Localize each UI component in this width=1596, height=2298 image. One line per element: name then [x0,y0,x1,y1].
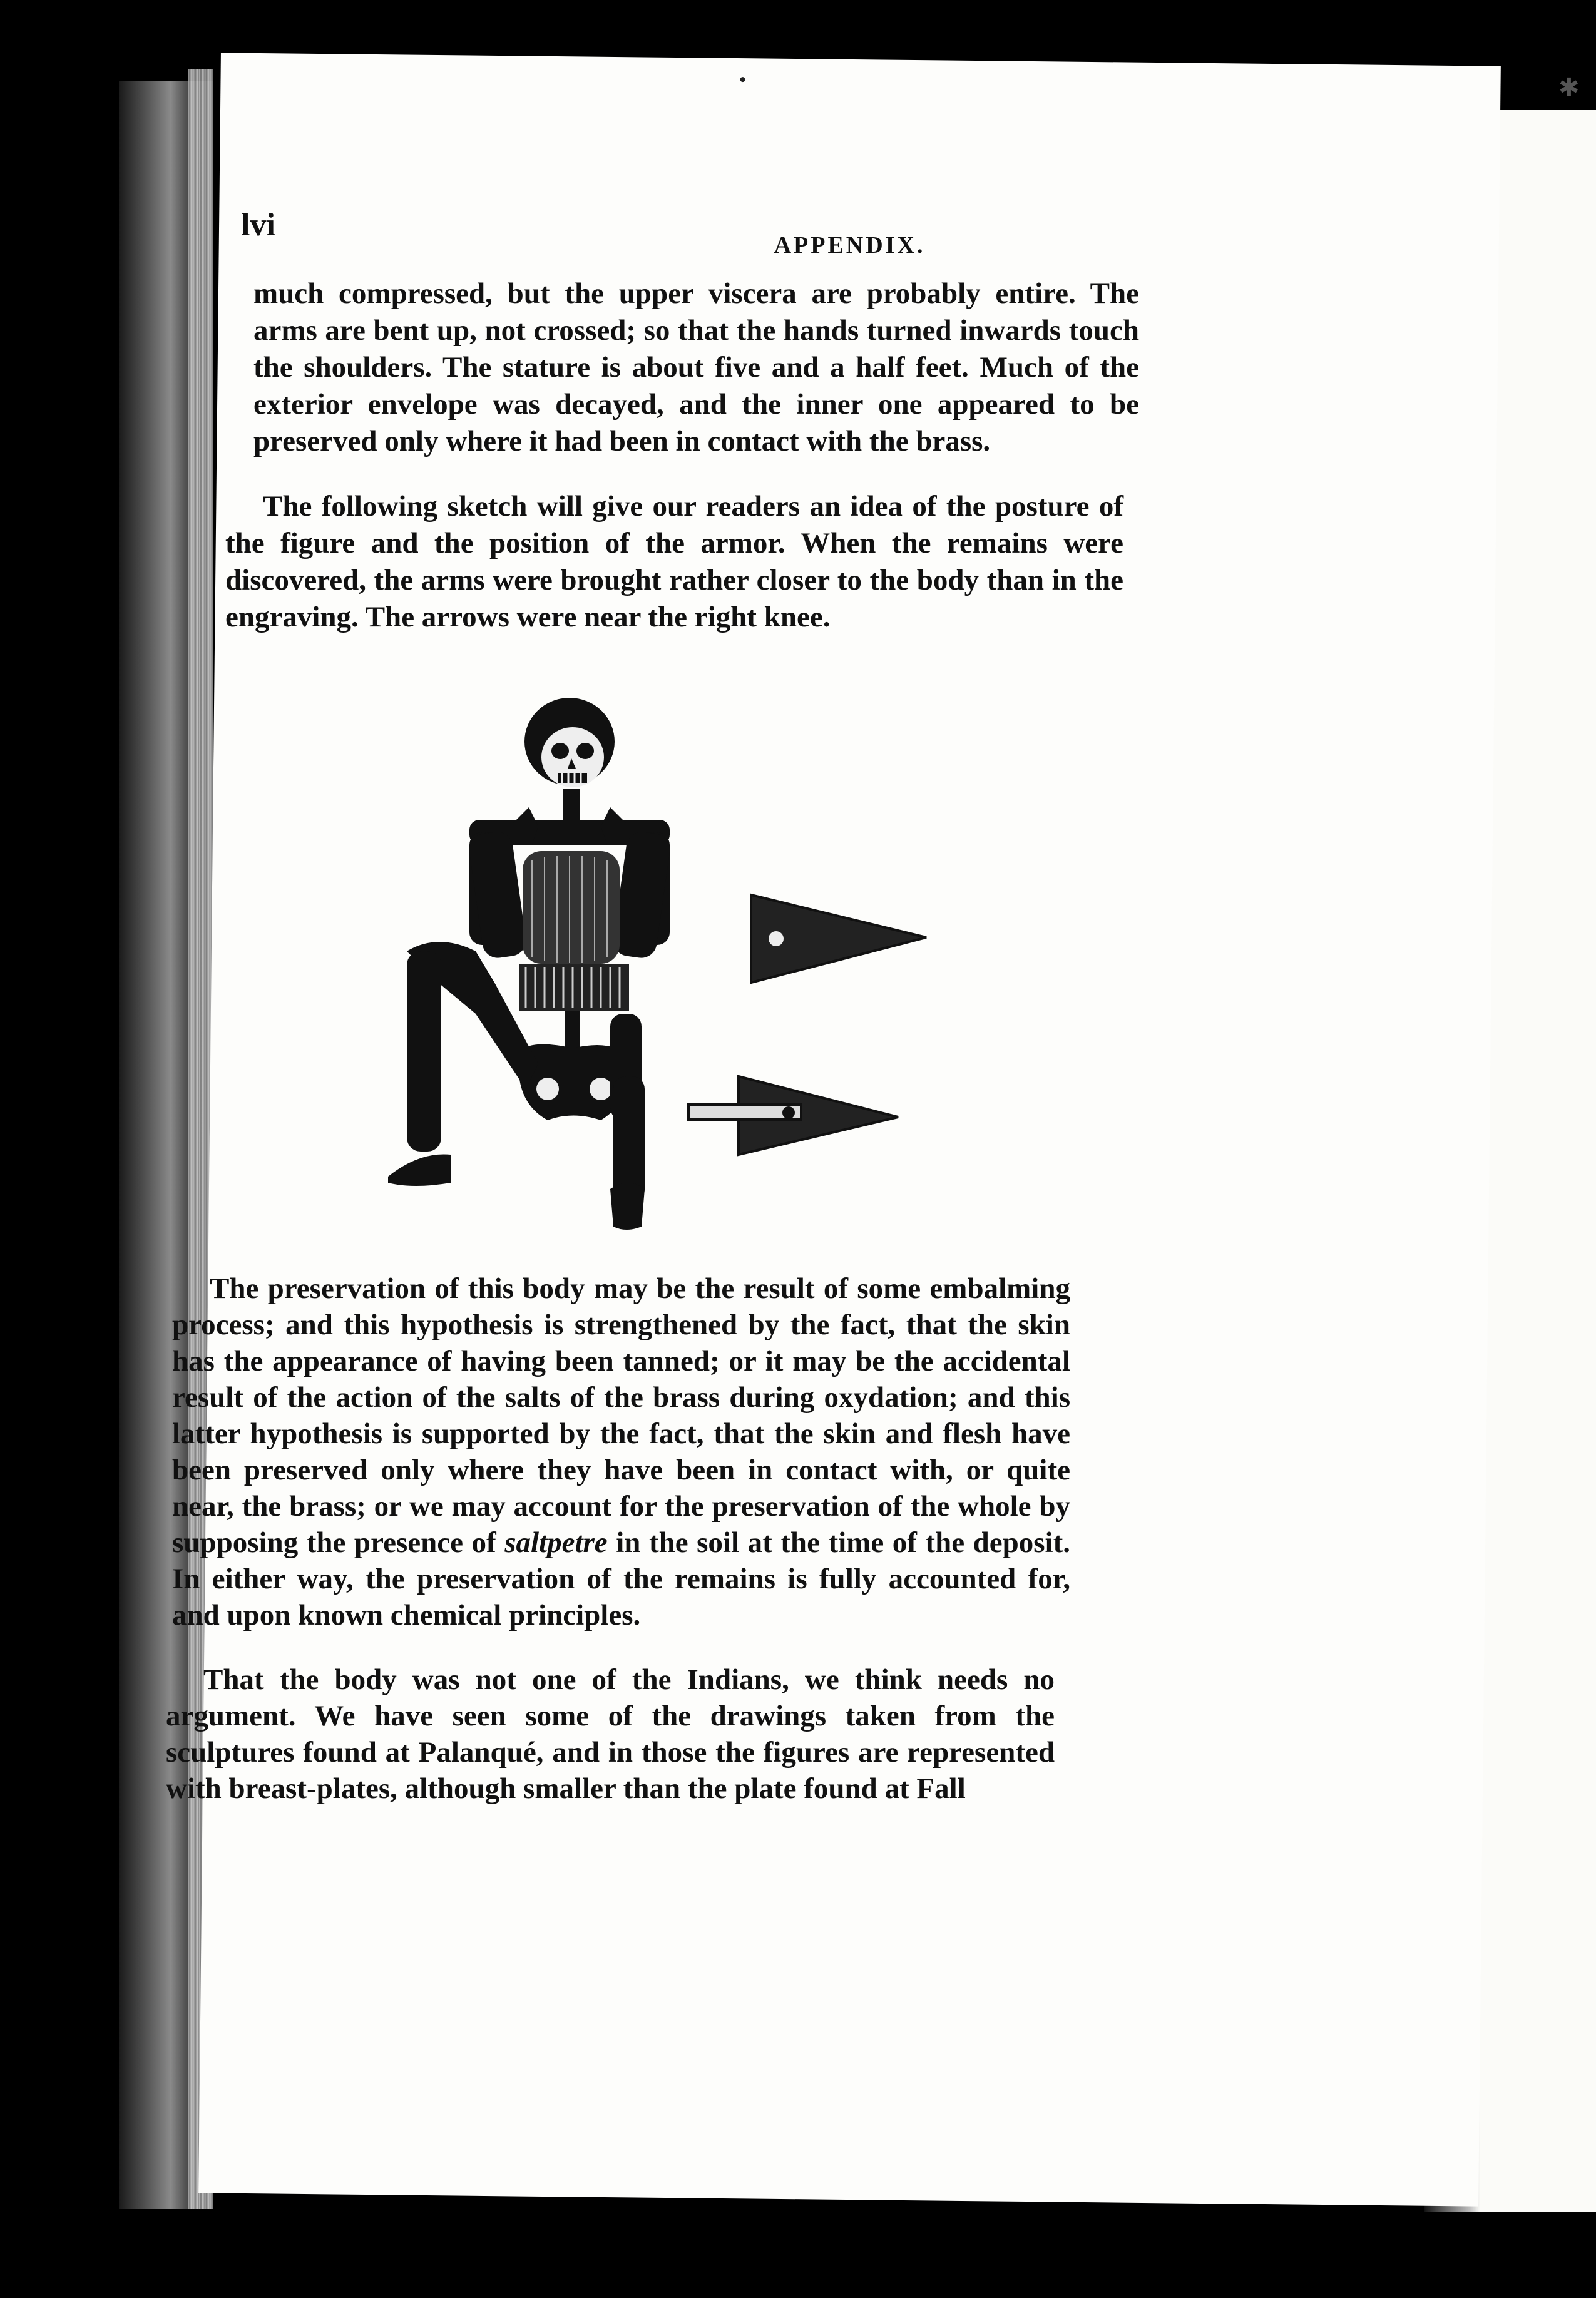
paragraph-1-text: much compressed, but the upper viscera are probably entire. The arms are bent up, not crossed; so that the hands turned inwards touch the shoulders. The stature is about five and a half feet. Much of the exterior envelope was decayed, and the inner one appeared to be preserved only where it had been in contact with the brass. [253,277,1139,457]
paragraph-3-part-1: The preservation of this body may be the result of some embalming process; and this hypothesis is strengthened by the fact, that the skin has the appearance of having been tanned; or it may be the accidental result of the action of the salts of the brass during oxydation; and this latter hypothesis is supported by the fact, that the skin and flesh have been preserved only where they have been in contact with, or quite near, the brass; or we may account for the preservation of the whole by supposing the presence of [172,1272,1070,1559]
paragraph-4-text: That the body was not one of the Indians, we think needs no argument. We have seen some of the drawings taken from the sculptures found at Palanqué, and in those the figures are represented with breast-plates, although smaller than the plate found at Fall [166,1663,1055,1805]
page-number: lvi [241,207,275,243]
ink-speck [740,77,745,82]
breast-plate [523,851,620,964]
paragraph-3-part-2: in the soil at the time of the deposit. In either way, the preservation of the remains is fully accounted for, and upon known chemical principles. [172,1526,1070,1632]
skeleton-engraving [388,688,951,1283]
paragraph-3-text [172,1270,1070,1633]
paragraph-4 [166,1662,1055,1807]
corner-smudge-icon: ✱ [1558,73,1580,101]
skeleton-illustration [388,688,951,1283]
left-shin [407,951,441,1152]
spine [565,1011,580,1048]
saltpetre-italic: saltpetre [504,1526,608,1559]
running-head: APPENDIX. [774,232,926,258]
left-foot [388,1154,451,1186]
paragraph-2-text: The following sketch will give our readers an idea of the posture of the figure and the position of the armor. When the remains were discovered, the arms were brought rather closer to the body than in the engraving. The arrows were near the right knee. [225,490,1123,633]
paragraph-2 [225,488,1123,636]
paragraph-3 [172,1270,1070,1633]
neck [563,789,580,820]
right-foot [610,1183,645,1230]
right-eye [576,743,594,759]
arrow-head-upper-hole [769,931,784,946]
left-eye [551,743,569,759]
right-shin [613,1076,645,1202]
paragraph-1 [253,275,1139,460]
